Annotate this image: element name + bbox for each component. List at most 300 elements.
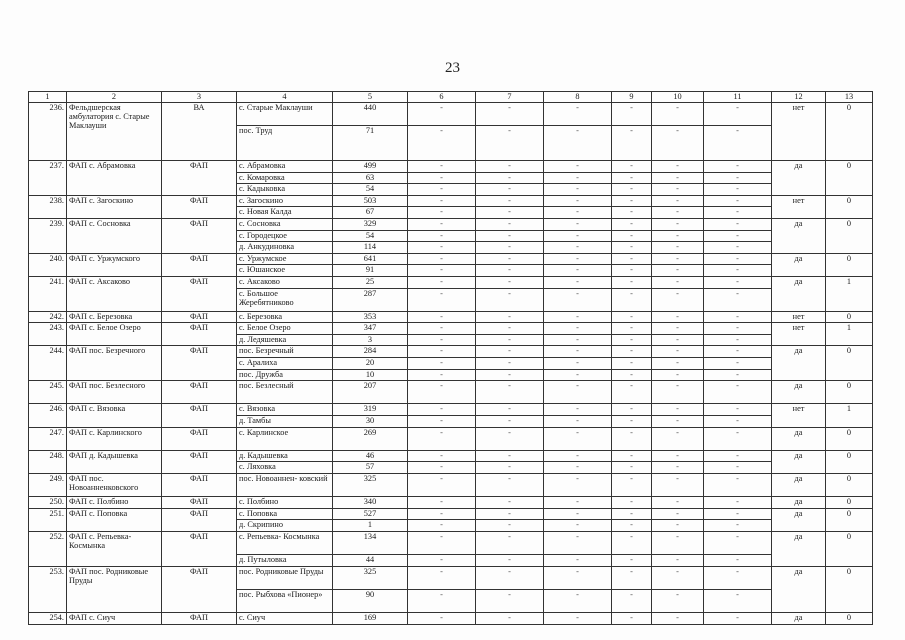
- settlement-name: с. Новая Калда: [237, 207, 333, 219]
- empty-value-dash: -: [544, 265, 612, 277]
- empty-value-dash: -: [612, 195, 652, 207]
- empty-value-dash: -: [704, 288, 772, 311]
- empty-value-dash: -: [544, 242, 612, 254]
- settlement-name: с. Березовка: [237, 311, 333, 323]
- empty-value-dash: -: [408, 276, 476, 288]
- table-row: [29, 427, 873, 450]
- row-number: 243.: [29, 323, 67, 346]
- empty-value-dash: -: [612, 474, 652, 497]
- empty-value-dash: -: [476, 474, 544, 497]
- empty-value-dash: -: [476, 265, 544, 277]
- empty-value-dash: -: [544, 195, 612, 207]
- availability: да: [772, 531, 826, 566]
- availability: да: [772, 253, 826, 276]
- empty-value-dash: -: [408, 334, 476, 346]
- facility-name: ФАП с. Карлинского: [67, 427, 162, 450]
- population: 46: [333, 450, 408, 462]
- empty-value-dash: -: [704, 369, 772, 381]
- empty-value-dash: -: [704, 427, 772, 450]
- availability: нет: [772, 195, 826, 218]
- facility-type: ФАП: [162, 508, 237, 531]
- settlement-name: с. Абрамовка: [237, 160, 333, 172]
- empty-value-dash: -: [408, 323, 476, 335]
- empty-value-dash: -: [544, 184, 612, 196]
- empty-value-dash: -: [652, 253, 704, 265]
- table-row: [29, 566, 873, 589]
- facility-type: ФАП: [162, 195, 237, 218]
- population: 641: [333, 253, 408, 265]
- empty-value-dash: -: [704, 195, 772, 207]
- row-number: 252.: [29, 531, 67, 566]
- settlement-name: с. Ляховка: [237, 462, 333, 474]
- empty-value-dash: -: [544, 311, 612, 323]
- column-number-row: [29, 92, 873, 103]
- availability: да: [772, 613, 826, 625]
- empty-value-dash: -: [476, 334, 544, 346]
- empty-value-dash: -: [612, 184, 652, 196]
- count: 0: [826, 218, 873, 253]
- facility-type: ФАП: [162, 613, 237, 625]
- empty-value-dash: -: [544, 323, 612, 335]
- empty-value-dash: -: [612, 369, 652, 381]
- settlement-name: пос. Рыбхова «Пионер»: [237, 589, 333, 612]
- empty-value-dash: -: [652, 334, 704, 346]
- empty-value-dash: -: [408, 613, 476, 625]
- empty-value-dash: -: [704, 242, 772, 254]
- column-header: 2: [67, 92, 162, 103]
- table-row: [29, 613, 873, 625]
- empty-value-dash: -: [704, 497, 772, 509]
- empty-value-dash: -: [408, 311, 476, 323]
- empty-value-dash: -: [476, 589, 544, 612]
- empty-value-dash: -: [652, 416, 704, 428]
- row-number: 242.: [29, 311, 67, 323]
- empty-value-dash: -: [704, 613, 772, 625]
- empty-value-dash: -: [476, 497, 544, 509]
- empty-value-dash: -: [652, 103, 704, 126]
- empty-value-dash: -: [704, 103, 772, 126]
- availability: да: [772, 497, 826, 509]
- facility-name: ФАП с. Аксаково: [67, 276, 162, 311]
- empty-value-dash: -: [476, 103, 544, 126]
- settlement-name: с. Юшанское: [237, 265, 333, 277]
- empty-value-dash: -: [408, 195, 476, 207]
- empty-value-dash: -: [704, 126, 772, 161]
- empty-value-dash: -: [612, 276, 652, 288]
- empty-value-dash: -: [704, 334, 772, 346]
- empty-value-dash: -: [704, 184, 772, 196]
- empty-value-dash: -: [476, 520, 544, 532]
- empty-value-dash: -: [544, 613, 612, 625]
- availability: нет: [772, 323, 826, 346]
- table-row: [29, 474, 873, 497]
- empty-value-dash: -: [704, 358, 772, 370]
- empty-value-dash: -: [652, 288, 704, 311]
- settlement-name: с. Поповка: [237, 508, 333, 520]
- settlement-name: с. Карлинское: [237, 427, 333, 450]
- empty-value-dash: -: [612, 242, 652, 254]
- population: 54: [333, 230, 408, 242]
- empty-value-dash: -: [544, 427, 612, 450]
- population: 10: [333, 369, 408, 381]
- empty-value-dash: -: [704, 265, 772, 277]
- empty-value-dash: -: [476, 531, 544, 554]
- facility-type: ФАП: [162, 160, 237, 195]
- empty-value-dash: -: [652, 555, 704, 567]
- empty-value-dash: -: [408, 265, 476, 277]
- population: 1: [333, 520, 408, 532]
- population: 67: [333, 207, 408, 219]
- column-header: 12: [772, 92, 826, 103]
- settlement-name: с. Сосновка: [237, 218, 333, 230]
- count: 0: [826, 253, 873, 276]
- empty-value-dash: -: [476, 555, 544, 567]
- empty-value-dash: -: [476, 358, 544, 370]
- empty-value-dash: -: [612, 531, 652, 554]
- availability: да: [772, 276, 826, 311]
- population: 499: [333, 160, 408, 172]
- table-row: [29, 404, 873, 416]
- population: 325: [333, 474, 408, 497]
- empty-value-dash: -: [612, 508, 652, 520]
- empty-value-dash: -: [544, 172, 612, 184]
- empty-value-dash: -: [544, 103, 612, 126]
- empty-value-dash: -: [612, 404, 652, 416]
- empty-value-dash: -: [612, 497, 652, 509]
- facility-table: [28, 91, 873, 625]
- facility-type: ФАП: [162, 311, 237, 323]
- empty-value-dash: -: [704, 450, 772, 462]
- empty-value-dash: -: [704, 207, 772, 219]
- population: 90: [333, 589, 408, 612]
- empty-value-dash: -: [652, 497, 704, 509]
- population: 25: [333, 276, 408, 288]
- empty-value-dash: -: [408, 103, 476, 126]
- column-header: 8: [544, 92, 612, 103]
- population: 347: [333, 323, 408, 335]
- availability: да: [772, 450, 826, 473]
- empty-value-dash: -: [544, 589, 612, 612]
- count: 0: [826, 346, 873, 381]
- empty-value-dash: -: [476, 184, 544, 196]
- table-row: [29, 276, 873, 288]
- empty-value-dash: -: [544, 288, 612, 311]
- facility-type: ВА: [162, 103, 237, 161]
- empty-value-dash: -: [704, 230, 772, 242]
- empty-value-dash: -: [408, 172, 476, 184]
- settlement-name: пос. Безречный: [237, 346, 333, 358]
- empty-value-dash: -: [408, 381, 476, 404]
- column-header: 13: [826, 92, 873, 103]
- empty-value-dash: -: [612, 462, 652, 474]
- empty-value-dash: -: [476, 508, 544, 520]
- empty-value-dash: -: [612, 160, 652, 172]
- count: 0: [826, 311, 873, 323]
- facility-name: ФАП пос. Безречного: [67, 346, 162, 381]
- empty-value-dash: -: [652, 172, 704, 184]
- settlement-name: с. Городецкое: [237, 230, 333, 242]
- row-number: 240.: [29, 253, 67, 276]
- empty-value-dash: -: [704, 416, 772, 428]
- row-number: 236.: [29, 103, 67, 161]
- count: 0: [826, 566, 873, 612]
- facility-name: Фельдшерская амбулатория с. Старые Маклауши: [67, 103, 162, 161]
- empty-value-dash: -: [476, 450, 544, 462]
- count: 0: [826, 497, 873, 509]
- empty-value-dash: -: [704, 160, 772, 172]
- empty-value-dash: -: [652, 207, 704, 219]
- population: 207: [333, 381, 408, 404]
- count: 0: [826, 450, 873, 473]
- empty-value-dash: -: [408, 427, 476, 450]
- facility-name: ФАП с. Уржумского: [67, 253, 162, 276]
- settlement-name: д. Кадышевка: [237, 450, 333, 462]
- empty-value-dash: -: [612, 334, 652, 346]
- facility-name: ФАП с. Сиуч: [67, 613, 162, 625]
- population: 169: [333, 613, 408, 625]
- population: 440: [333, 103, 408, 126]
- empty-value-dash: -: [652, 520, 704, 532]
- population: 63: [333, 172, 408, 184]
- settlement-name: пос. Новоаннен- ковский: [237, 474, 333, 497]
- empty-value-dash: -: [612, 520, 652, 532]
- population: 3: [333, 334, 408, 346]
- settlement-name: д. Путыловка: [237, 555, 333, 567]
- empty-value-dash: -: [408, 474, 476, 497]
- empty-value-dash: -: [652, 184, 704, 196]
- empty-value-dash: -: [476, 218, 544, 230]
- table-row: [29, 218, 873, 230]
- empty-value-dash: -: [612, 450, 652, 462]
- empty-value-dash: -: [476, 311, 544, 323]
- empty-value-dash: -: [652, 311, 704, 323]
- settlement-name: с. Старые Маклауши: [237, 103, 333, 126]
- empty-value-dash: -: [408, 230, 476, 242]
- empty-value-dash: -: [476, 566, 544, 589]
- empty-value-dash: -: [612, 323, 652, 335]
- population: 54: [333, 184, 408, 196]
- settlement-name: пос. Труд: [237, 126, 333, 161]
- empty-value-dash: -: [544, 207, 612, 219]
- population: 71: [333, 126, 408, 161]
- empty-value-dash: -: [544, 381, 612, 404]
- facility-name: ФАП с. Полбино: [67, 497, 162, 509]
- table-row: [29, 381, 873, 404]
- empty-value-dash: -: [408, 508, 476, 520]
- empty-value-dash: -: [476, 242, 544, 254]
- table-row: [29, 346, 873, 358]
- empty-value-dash: -: [544, 276, 612, 288]
- empty-value-dash: -: [544, 462, 612, 474]
- empty-value-dash: -: [544, 416, 612, 428]
- row-number: 244.: [29, 346, 67, 381]
- facility-type: ФАП: [162, 427, 237, 450]
- count: 1: [826, 276, 873, 311]
- facility-name: ФАП пос. Родниковые Пруды: [67, 566, 162, 612]
- settlement-name: с. Репьевка- Космынка: [237, 531, 333, 554]
- empty-value-dash: -: [704, 589, 772, 612]
- empty-value-dash: -: [544, 230, 612, 242]
- empty-value-dash: -: [408, 253, 476, 265]
- empty-value-dash: -: [704, 172, 772, 184]
- empty-value-dash: -: [612, 207, 652, 219]
- count: 0: [826, 427, 873, 450]
- row-number: 245.: [29, 381, 67, 404]
- empty-value-dash: -: [704, 462, 772, 474]
- empty-value-dash: -: [408, 126, 476, 161]
- population: 114: [333, 242, 408, 254]
- empty-value-dash: -: [612, 358, 652, 370]
- empty-value-dash: -: [704, 555, 772, 567]
- empty-value-dash: -: [476, 160, 544, 172]
- table-row: [29, 253, 873, 265]
- settlement-name: с. Аралиха: [237, 358, 333, 370]
- column-header: 1: [29, 92, 67, 103]
- empty-value-dash: -: [544, 508, 612, 520]
- column-header: 9: [612, 92, 652, 103]
- empty-value-dash: -: [612, 427, 652, 450]
- population: 503: [333, 195, 408, 207]
- population: 20: [333, 358, 408, 370]
- empty-value-dash: -: [408, 462, 476, 474]
- empty-value-dash: -: [704, 218, 772, 230]
- table-row: [29, 508, 873, 520]
- empty-value-dash: -: [408, 497, 476, 509]
- row-number: 239.: [29, 218, 67, 253]
- count: 0: [826, 508, 873, 531]
- empty-value-dash: -: [652, 450, 704, 462]
- empty-value-dash: -: [612, 311, 652, 323]
- count: 1: [826, 323, 873, 346]
- table-row: [29, 311, 873, 323]
- empty-value-dash: -: [544, 566, 612, 589]
- facility-name: ФАП с. Сосновка: [67, 218, 162, 253]
- empty-value-dash: -: [652, 242, 704, 254]
- availability: да: [772, 160, 826, 195]
- empty-value-dash: -: [612, 589, 652, 612]
- empty-value-dash: -: [704, 323, 772, 335]
- empty-value-dash: -: [652, 346, 704, 358]
- settlement-name: с. Вязовка: [237, 404, 333, 416]
- empty-value-dash: -: [612, 566, 652, 589]
- empty-value-dash: -: [652, 531, 704, 554]
- empty-value-dash: -: [408, 358, 476, 370]
- empty-value-dash: -: [408, 450, 476, 462]
- availability: нет: [772, 311, 826, 323]
- empty-value-dash: -: [704, 508, 772, 520]
- empty-value-dash: -: [476, 613, 544, 625]
- empty-value-dash: -: [408, 520, 476, 532]
- availability: да: [772, 566, 826, 612]
- empty-value-dash: -: [476, 462, 544, 474]
- empty-value-dash: -: [408, 184, 476, 196]
- empty-value-dash: -: [544, 334, 612, 346]
- empty-value-dash: -: [408, 369, 476, 381]
- empty-value-dash: -: [612, 613, 652, 625]
- row-number: 247.: [29, 427, 67, 450]
- table-row: [29, 497, 873, 509]
- empty-value-dash: -: [704, 381, 772, 404]
- empty-value-dash: -: [612, 555, 652, 567]
- row-number: 249.: [29, 474, 67, 497]
- empty-value-dash: -: [612, 265, 652, 277]
- empty-value-dash: -: [476, 427, 544, 450]
- empty-value-dash: -: [612, 230, 652, 242]
- facility-type: ФАП: [162, 474, 237, 497]
- empty-value-dash: -: [476, 253, 544, 265]
- empty-value-dash: -: [476, 369, 544, 381]
- empty-value-dash: -: [652, 566, 704, 589]
- population: 91: [333, 265, 408, 277]
- facility-name: ФАП с. Абрамовка: [67, 160, 162, 195]
- empty-value-dash: -: [652, 427, 704, 450]
- empty-value-dash: -: [612, 172, 652, 184]
- availability: да: [772, 381, 826, 404]
- column-header: 10: [652, 92, 704, 103]
- row-number: 251.: [29, 508, 67, 531]
- settlement-name: д. Ледяшевка: [237, 334, 333, 346]
- page-number: 23: [445, 60, 460, 76]
- table-row: [29, 103, 873, 126]
- facility-name: ФАП с. Березовка: [67, 311, 162, 323]
- empty-value-dash: -: [408, 207, 476, 219]
- empty-value-dash: -: [544, 404, 612, 416]
- population: 319: [333, 404, 408, 416]
- settlement-name: с. Комаровка: [237, 172, 333, 184]
- empty-value-dash: -: [612, 103, 652, 126]
- settlement-name: пос. Безлесный: [237, 381, 333, 404]
- empty-value-dash: -: [544, 218, 612, 230]
- facility-type: ФАП: [162, 346, 237, 381]
- empty-value-dash: -: [476, 288, 544, 311]
- column-header: 11: [704, 92, 772, 103]
- empty-value-dash: -: [544, 253, 612, 265]
- population: 57: [333, 462, 408, 474]
- facility-type: ФАП: [162, 323, 237, 346]
- facility-type: ФАП: [162, 253, 237, 276]
- empty-value-dash: -: [476, 404, 544, 416]
- empty-value-dash: -: [652, 589, 704, 612]
- empty-value-dash: -: [652, 218, 704, 230]
- count: 0: [826, 103, 873, 161]
- empty-value-dash: -: [544, 555, 612, 567]
- count: 0: [826, 474, 873, 497]
- settlement-name: д. Скрипино: [237, 520, 333, 532]
- table-row: [29, 531, 873, 554]
- empty-value-dash: -: [408, 531, 476, 554]
- facility-type: ФАП: [162, 276, 237, 311]
- empty-value-dash: -: [704, 520, 772, 532]
- facility-type: ФАП: [162, 497, 237, 509]
- empty-value-dash: -: [652, 265, 704, 277]
- row-number: 253.: [29, 566, 67, 612]
- population: 134: [333, 531, 408, 554]
- empty-value-dash: -: [408, 288, 476, 311]
- empty-value-dash: -: [612, 416, 652, 428]
- availability: да: [772, 218, 826, 253]
- population: 329: [333, 218, 408, 230]
- empty-value-dash: -: [652, 276, 704, 288]
- empty-value-dash: -: [652, 508, 704, 520]
- table-row: [29, 160, 873, 172]
- empty-value-dash: -: [544, 369, 612, 381]
- empty-value-dash: -: [612, 288, 652, 311]
- empty-value-dash: -: [652, 474, 704, 497]
- availability: да: [772, 427, 826, 450]
- empty-value-dash: -: [544, 474, 612, 497]
- empty-value-dash: -: [652, 462, 704, 474]
- empty-value-dash: -: [476, 416, 544, 428]
